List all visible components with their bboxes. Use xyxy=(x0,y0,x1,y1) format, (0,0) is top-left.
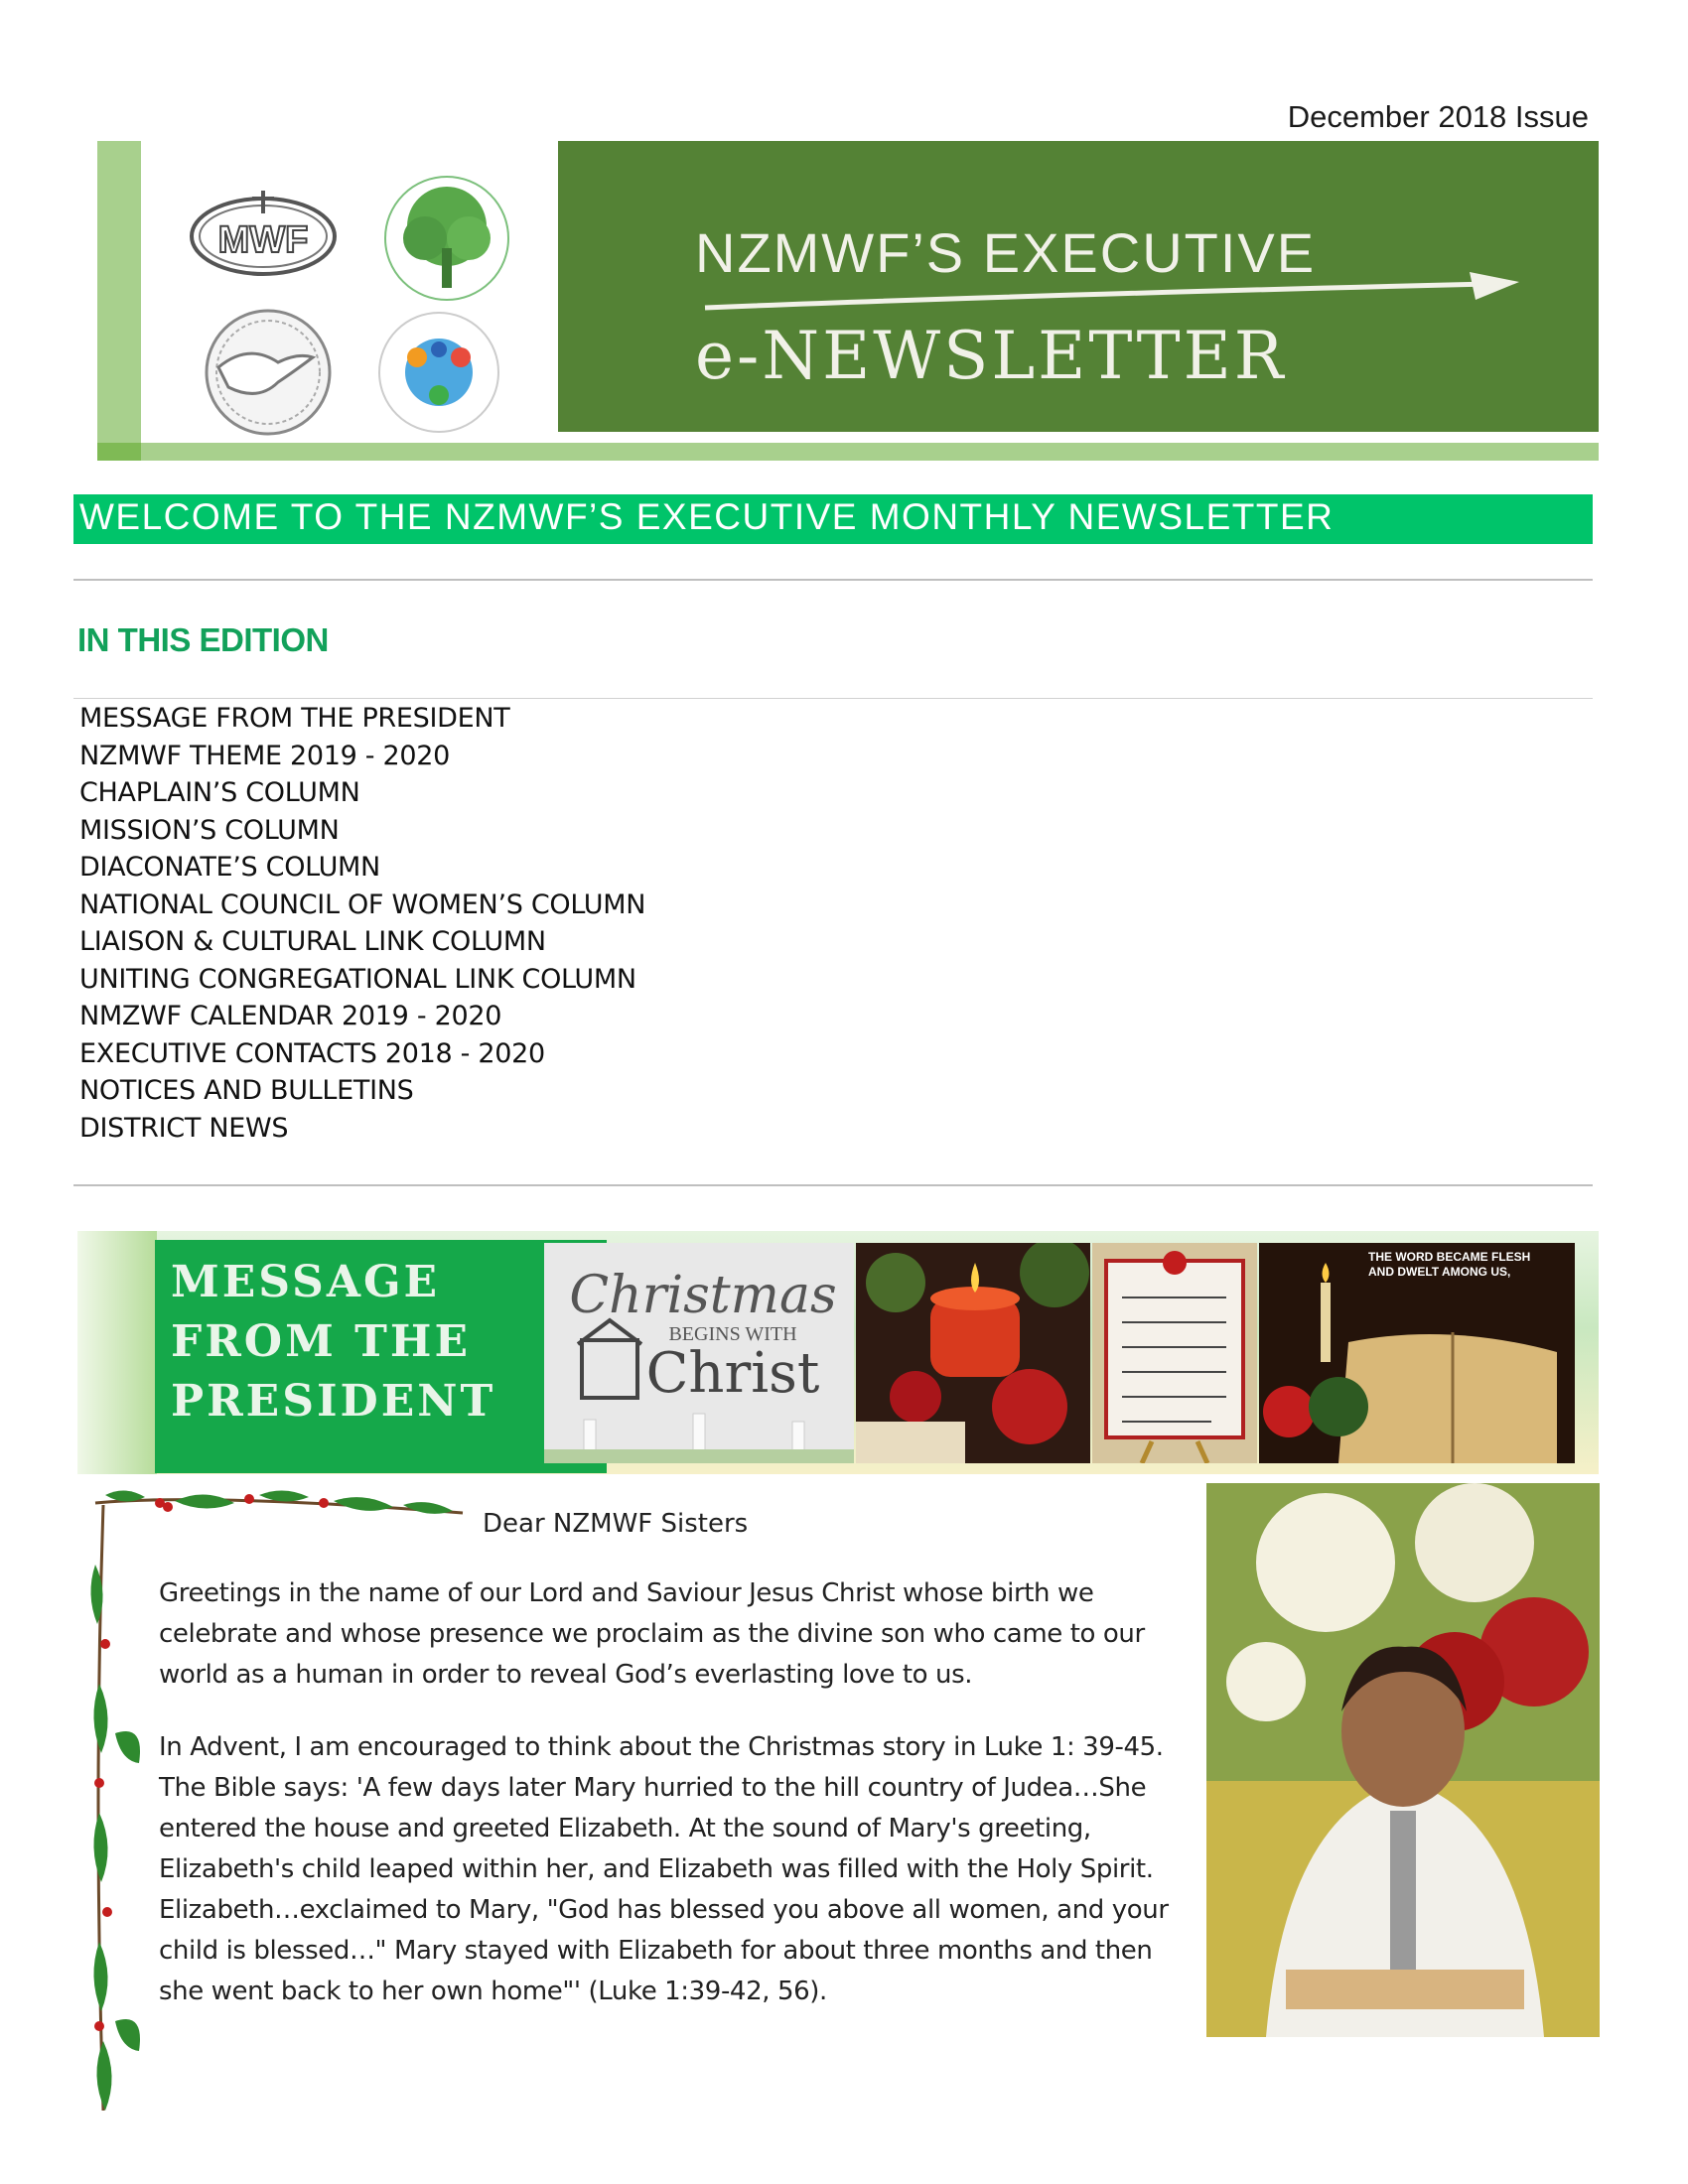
toc-item: UNITING CONGREGATIONAL LINK COLUMN xyxy=(79,963,636,995)
svg-text:MWF: MWF xyxy=(217,219,309,261)
toc-item: CHAPLAIN’S COLUMN xyxy=(79,777,360,808)
word-became-flesh-image xyxy=(1259,1243,1575,1463)
svg-text:Christ: Christ xyxy=(645,1341,820,1406)
table-of-contents xyxy=(79,700,645,1147)
organization-logos xyxy=(179,169,516,447)
divider xyxy=(73,579,1593,581)
header-corner-block xyxy=(97,443,141,461)
letter-paragraph: Greetings in the name of our Lord and Saviour Jesus Christ whose birth we celebrate and whose presence we proclaim as the divine son who came to our world as a human in order to reveal God’s everlasting love to us. xyxy=(159,1578,1145,1690)
svg-text:AND DWELT AMONG US,: AND DWELT AMONG US, xyxy=(1368,1265,1511,1279)
issue-date: December 2018 Issue xyxy=(1287,99,1589,134)
divider xyxy=(73,698,1593,699)
arrow-icon xyxy=(695,266,1529,326)
svg-text:THE WORD BECAME FLESH: THE WORD BECAME FLESH xyxy=(1368,1250,1531,1264)
toc-item: NOTICES AND BULLETINS xyxy=(79,1075,414,1106)
message-banner-accent xyxy=(77,1231,157,1474)
divider xyxy=(73,1184,1593,1186)
letter-greeting: Dear NZMWF Sisters xyxy=(483,1509,749,1539)
toc-item: NATIONAL COUNCIL OF WOMEN’S COLUMN xyxy=(79,888,646,920)
toc-item: EXECUTIVE CONTACTS 2018 - 2020 xyxy=(79,1037,545,1069)
toc-item: DISTRICT NEWS xyxy=(79,1112,289,1144)
toc-item: NZMWF THEME 2019 - 2020 xyxy=(79,740,451,771)
christmas-begins-with-christ-image xyxy=(544,1243,854,1463)
letter-paragraph: In Advent, I am encouraged to think about the Christmas story in Luke 1: 39-45. The Bible says: 'A few days later Mary hurried to the hill country of Judea…She entered the house and greeted Elizabeth. At the sound of Mary's greeting, Elizabeth's child leaped within her, and Elizabeth was filled with the Holy Spirit. Elizabeth…exclaimed to Mary, "God has blessed you above all women, and your child is blessed…" Mary stayed with Elizabeth for about three months and then she went back to her own home"' (Luke 1:39-42, 56). xyxy=(159,1732,1169,2006)
svg-text:Christmas: Christmas xyxy=(569,1266,837,1325)
toc-item: NMZWF CALENDAR 2019 - 2020 xyxy=(79,1001,502,1031)
toc-item: LIAISON & CULTURAL LINK COLUMN xyxy=(79,926,546,957)
svg-text:BEGINS WITH: BEGINS WITH xyxy=(668,1323,797,1345)
christmas-acrostic-image xyxy=(1092,1243,1257,1463)
president-portrait xyxy=(1206,1483,1600,2037)
header-left-bar xyxy=(97,141,141,459)
chosen-people-logo xyxy=(379,313,498,432)
mwf-logo xyxy=(192,191,335,274)
toc-item: DIACONATE’S COLUMN xyxy=(79,852,380,883)
tree-logo xyxy=(385,177,508,300)
newsletter-title-line1: NZMWF’S EXECUTIVE xyxy=(695,221,1317,284)
message-title: MESSAGE FROM THE PRESIDENT xyxy=(171,1257,496,1427)
newsletter-title-line2: e-NEWSLETTER xyxy=(695,318,1287,394)
toc-item: MESSAGE FROM THE PRESIDENT xyxy=(79,703,510,734)
welcome-heading: WELCOME TO THE NZMWF’S EXECUTIVE MONTHLY NEWSLETTER xyxy=(79,496,1335,537)
toc-item: MISSION’S COLUMN xyxy=(79,814,340,846)
advent-candle-image xyxy=(856,1243,1090,1463)
dove-logo xyxy=(207,311,330,434)
edition-heading: IN THIS EDITION xyxy=(77,621,329,658)
